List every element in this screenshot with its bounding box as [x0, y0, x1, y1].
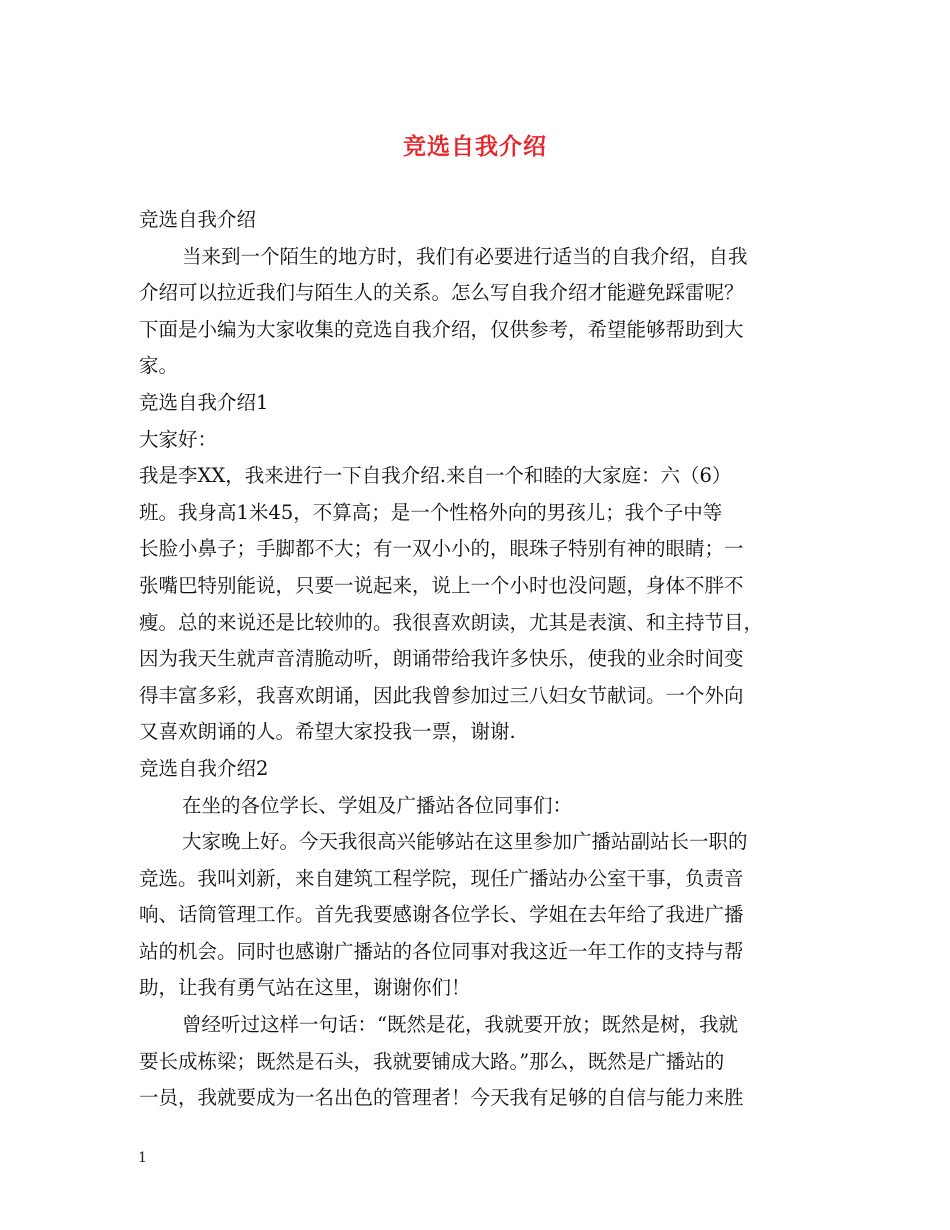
text-line: 竞选自我介绍 — [139, 208, 257, 231]
document-title: 竞选自我介绍 — [403, 133, 547, 160]
text-line: 长脸小鼻子；手脚都不大；有一双小小的，眼珠子特别有神的眼睛；一 — [139, 537, 744, 561]
text-line: 瘦。总的来说还是比较帅的。我很喜欢朗读，尤其是表演、和主持节目， — [139, 610, 764, 634]
text-line: 又喜欢朗诵的人。希望大家投我一票，谢谢. — [139, 720, 516, 744]
text-line: 竞选自我介绍2 — [139, 756, 269, 780]
text-line: 响、话筒管理工作。首先我要感谢各位学长、学姐在去年给了我进广播 — [139, 903, 744, 927]
text-line: 张嘴巴特别能说，只要一说起来，说上一个小时也没问题，身体不胖不 — [139, 573, 744, 597]
text-line: 当来到一个陌生的地方时，我们有必要进行适当的自我介绍，自我 — [182, 244, 748, 268]
text-line: 竞选。我叫刘新，来自建筑工程学院，现任广播站办公室干事，负责音 — [139, 866, 744, 890]
document-body — [139, 202, 814, 1117]
text-line: 下面是小编为大家收集的竞选自我介绍，仅供参考，希望能够帮助到大 — [139, 317, 744, 341]
text-line: 在坐的各位学长、学姐及广播站各位同事们： — [182, 793, 573, 817]
text-line: 站的机会。同时也感谢广播站的各位同事对我这近一年工作的支持与帮 — [139, 939, 744, 963]
text-line: 因为我天生就声音清脆动听，朗诵带给我许多快乐，使我的业余时间变 — [139, 647, 744, 671]
text-line: 要长成栋梁；既然是石头，我就要铺成大路。”那么，既然是广播站的 — [139, 1049, 725, 1073]
text-line: 我是李XX，我来进行一下自我介绍.来自一个和睦的大家庭：六（6） — [139, 464, 732, 488]
text-line: 曾经听过这样一句话：“既然是花，我就要开放；既然是树，我就 — [182, 1013, 738, 1037]
text-line: 介绍可以拉近我们与陌生人的关系。怎么写自我介绍才能避免踩雷呢？ — [139, 281, 744, 305]
text-line: 一员，我就要成为一名出色的管理者！今天我有足够的自信与能力来胜 — [139, 1086, 744, 1110]
text-line: 得丰富多彩，我喜欢朗诵，因此我曾参加过三八妇女节献词。一个外向 — [139, 683, 744, 707]
page-number: 1 — [138, 1150, 147, 1166]
text-line: 家。 — [139, 354, 179, 378]
text-line: 大家好： — [139, 427, 218, 451]
text-line: 助，让我有勇气站在这里，谢谢你们！ — [139, 976, 471, 1000]
text-line: 竞选自我介绍1 — [139, 390, 269, 414]
text-line: 大家晚上好。今天我很高兴能够站在这里参加广播站副站长一职的 — [182, 830, 748, 854]
text-line: 班。我身高1米45，不算高；是一个性格外向的男孩儿；我个子中等 — [139, 500, 723, 524]
